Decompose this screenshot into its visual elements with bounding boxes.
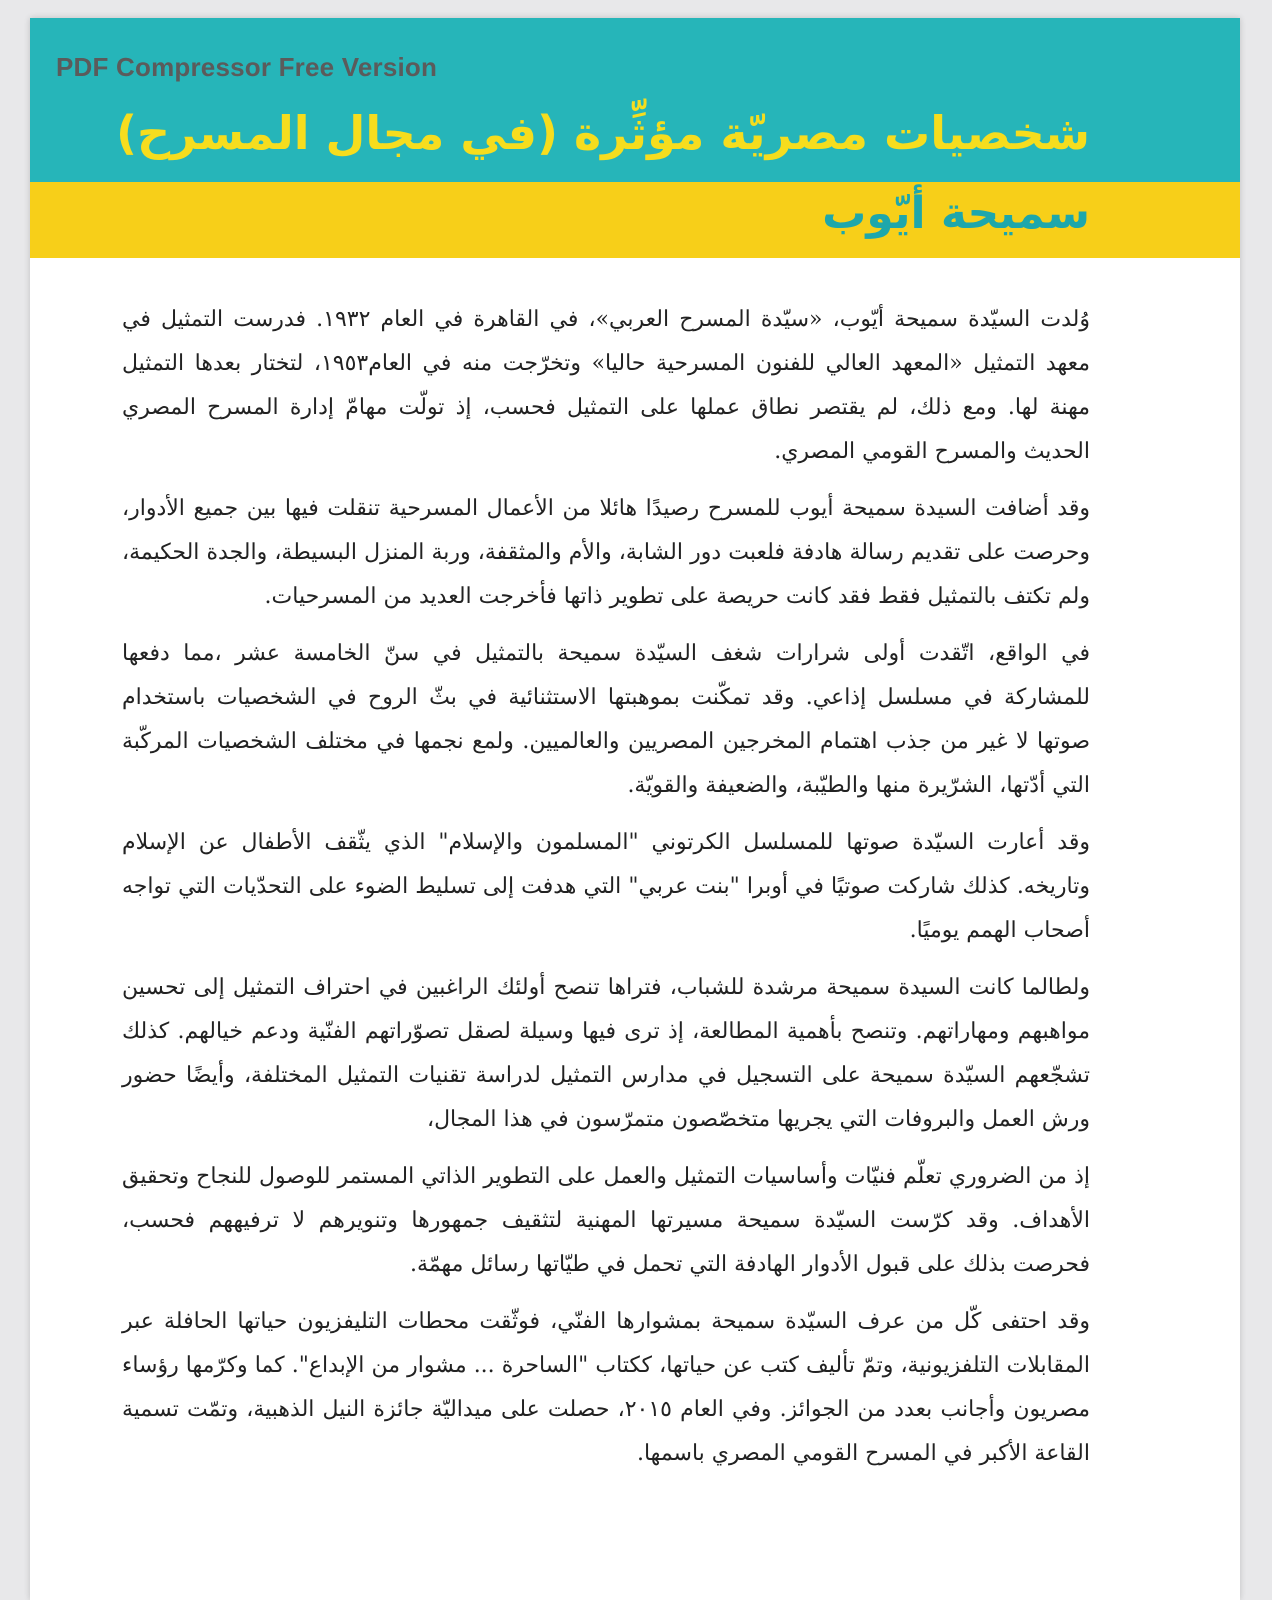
subtitle-banner [30, 182, 1240, 258]
paragraph: وُلدت السيّدة سميحة أيّوب، «سيّدة المسرح العربي»، في القاهرة في العام ١٩٣٢. فدرست التمثيل في معهد التمثيل «المعهد العالي للفنون المسرحية حاليا» وتخرّجت منه في العام١٩٥٣، لتختار بعدها التمثيل مهنة لها. ومع ذلك، لم يقتصر نطاق عملها على التمثيل فحسب، إذ تولّت مهامّ إدارة المسرح المصري الحديث والمسرح القومي المصري. [122, 307, 1090, 464]
title-banner [30, 18, 1240, 182]
page-title: شخصيات مصريّة مؤثِّرة (في مجال المسرح) [116, 106, 1090, 160]
paragraph: ولطالما كانت السيدة سميحة مرشدة للشباب، فتراها تنصح أولئك الراغبين في احتراف التمثيل إلى تحسين مواهبهم ومهاراتهم. وتنصح بأهمية المطالعة، إذ ترى فيها وسيلة لصقل تصوّراتهم الفنّية ودعم خيالهم. كذلك تشجّعهم السيّدة سميحة على التسجيل في مدارس التمثيل لدراسة تقنيات التمثيل المختلفة، وأيضًا حضور ورش العمل والبروفات التي يجريها متخصّصون متمرّسون في هذا المجال، [122, 975, 1090, 1132]
paragraph: وقد احتفى كّل من عرف السيّدة سميحة بمشوارها الفنّي، فوثّقت محطات التليفزيون حياتها الحافلة عبر المقابلات التلفزيونية، وتمّ تأليف كتب عن حياتها، ككتاب "الساحرة ... مشوار من الإبداع". كما وكرّمها رؤساء مصريون وأجانب بعدد من الجوائز. وفي العام ٢٠١٥، حصلت على ميداليّة جائزة النيل الذهبية، وتمّت تسمية القاعة الأكبر في المسرح القومي المصري باسمها. [122, 1309, 1090, 1466]
paragraph: في الواقع، اتّقدت أولى شرارات شغف السيّدة سميحة بالتمثيل في سنّ الخامسة عشر ،مما دفعها للمشاركة في مسلسل إذاعي. وقد تمكّنت بموهبتها الاستثنائية في بثّ الروح في الشخصيات باستخدام صوتها لا غير من جذب اهتمام المخرجين المصريين والعالميين. ولمع نجمها في مختلف الشخصيات المركّبة التي أدّتها، الشرّيرة منها والطيّبة، والضعيفة والقويّة. [122, 641, 1090, 798]
paragraph: إذ من الضروري تعلّم فنيّات وأساسيات التمثيل والعمل على التطوير الذاتي المستمر للوصول للنجاح وتحقيق الأهداف. وقد كرّست السيّدة سميحة مسيرتها المهنية لتثقيف جمهورها وتنويرهم لا ترفيههم فحسب، فحرصت بذلك على قبول الأدوار الهادفة التي تحمل في طيّاتها رسائل مهمّة. [122, 1164, 1090, 1277]
paragraph: وقد أعارت السيّدة صوتها للمسلسل الكرتوني "المسلمون والإسلام" الذي يثّقف الأطفال عن الإسلام وتاريخه. كذلك شاركت صوتيًا في أوبرا "بنت عربي" التي هدفت إلى تسليط الضوء على التحدّيات التي تواجه أصحاب الهمم يوميًا. [122, 830, 1090, 943]
paragraph: وقد أضافت السيدة سميحة أيوب للمسرح رصيدًا هائلا من الأعمال المسرحية تنقلت فيها بين جميع الأدوار، وحرصت على تقديم رسالة هادفة فلعبت دور الشابة، والأم والمثقفة، وربة المنزل البسيطة، والجدة الحكيمة، ولم تكتف بالتمثيل فقط فقد كانت حريصة على تطوير ذاتها فأخرجت العديد من المسرحيات. [122, 496, 1090, 609]
watermark-text: PDF Compressor Free Version [56, 52, 438, 82]
page-subtitle: سميحة أيّوب [822, 188, 1090, 239]
article-body [122, 298, 1090, 1489]
document-page [30, 18, 1240, 1600]
